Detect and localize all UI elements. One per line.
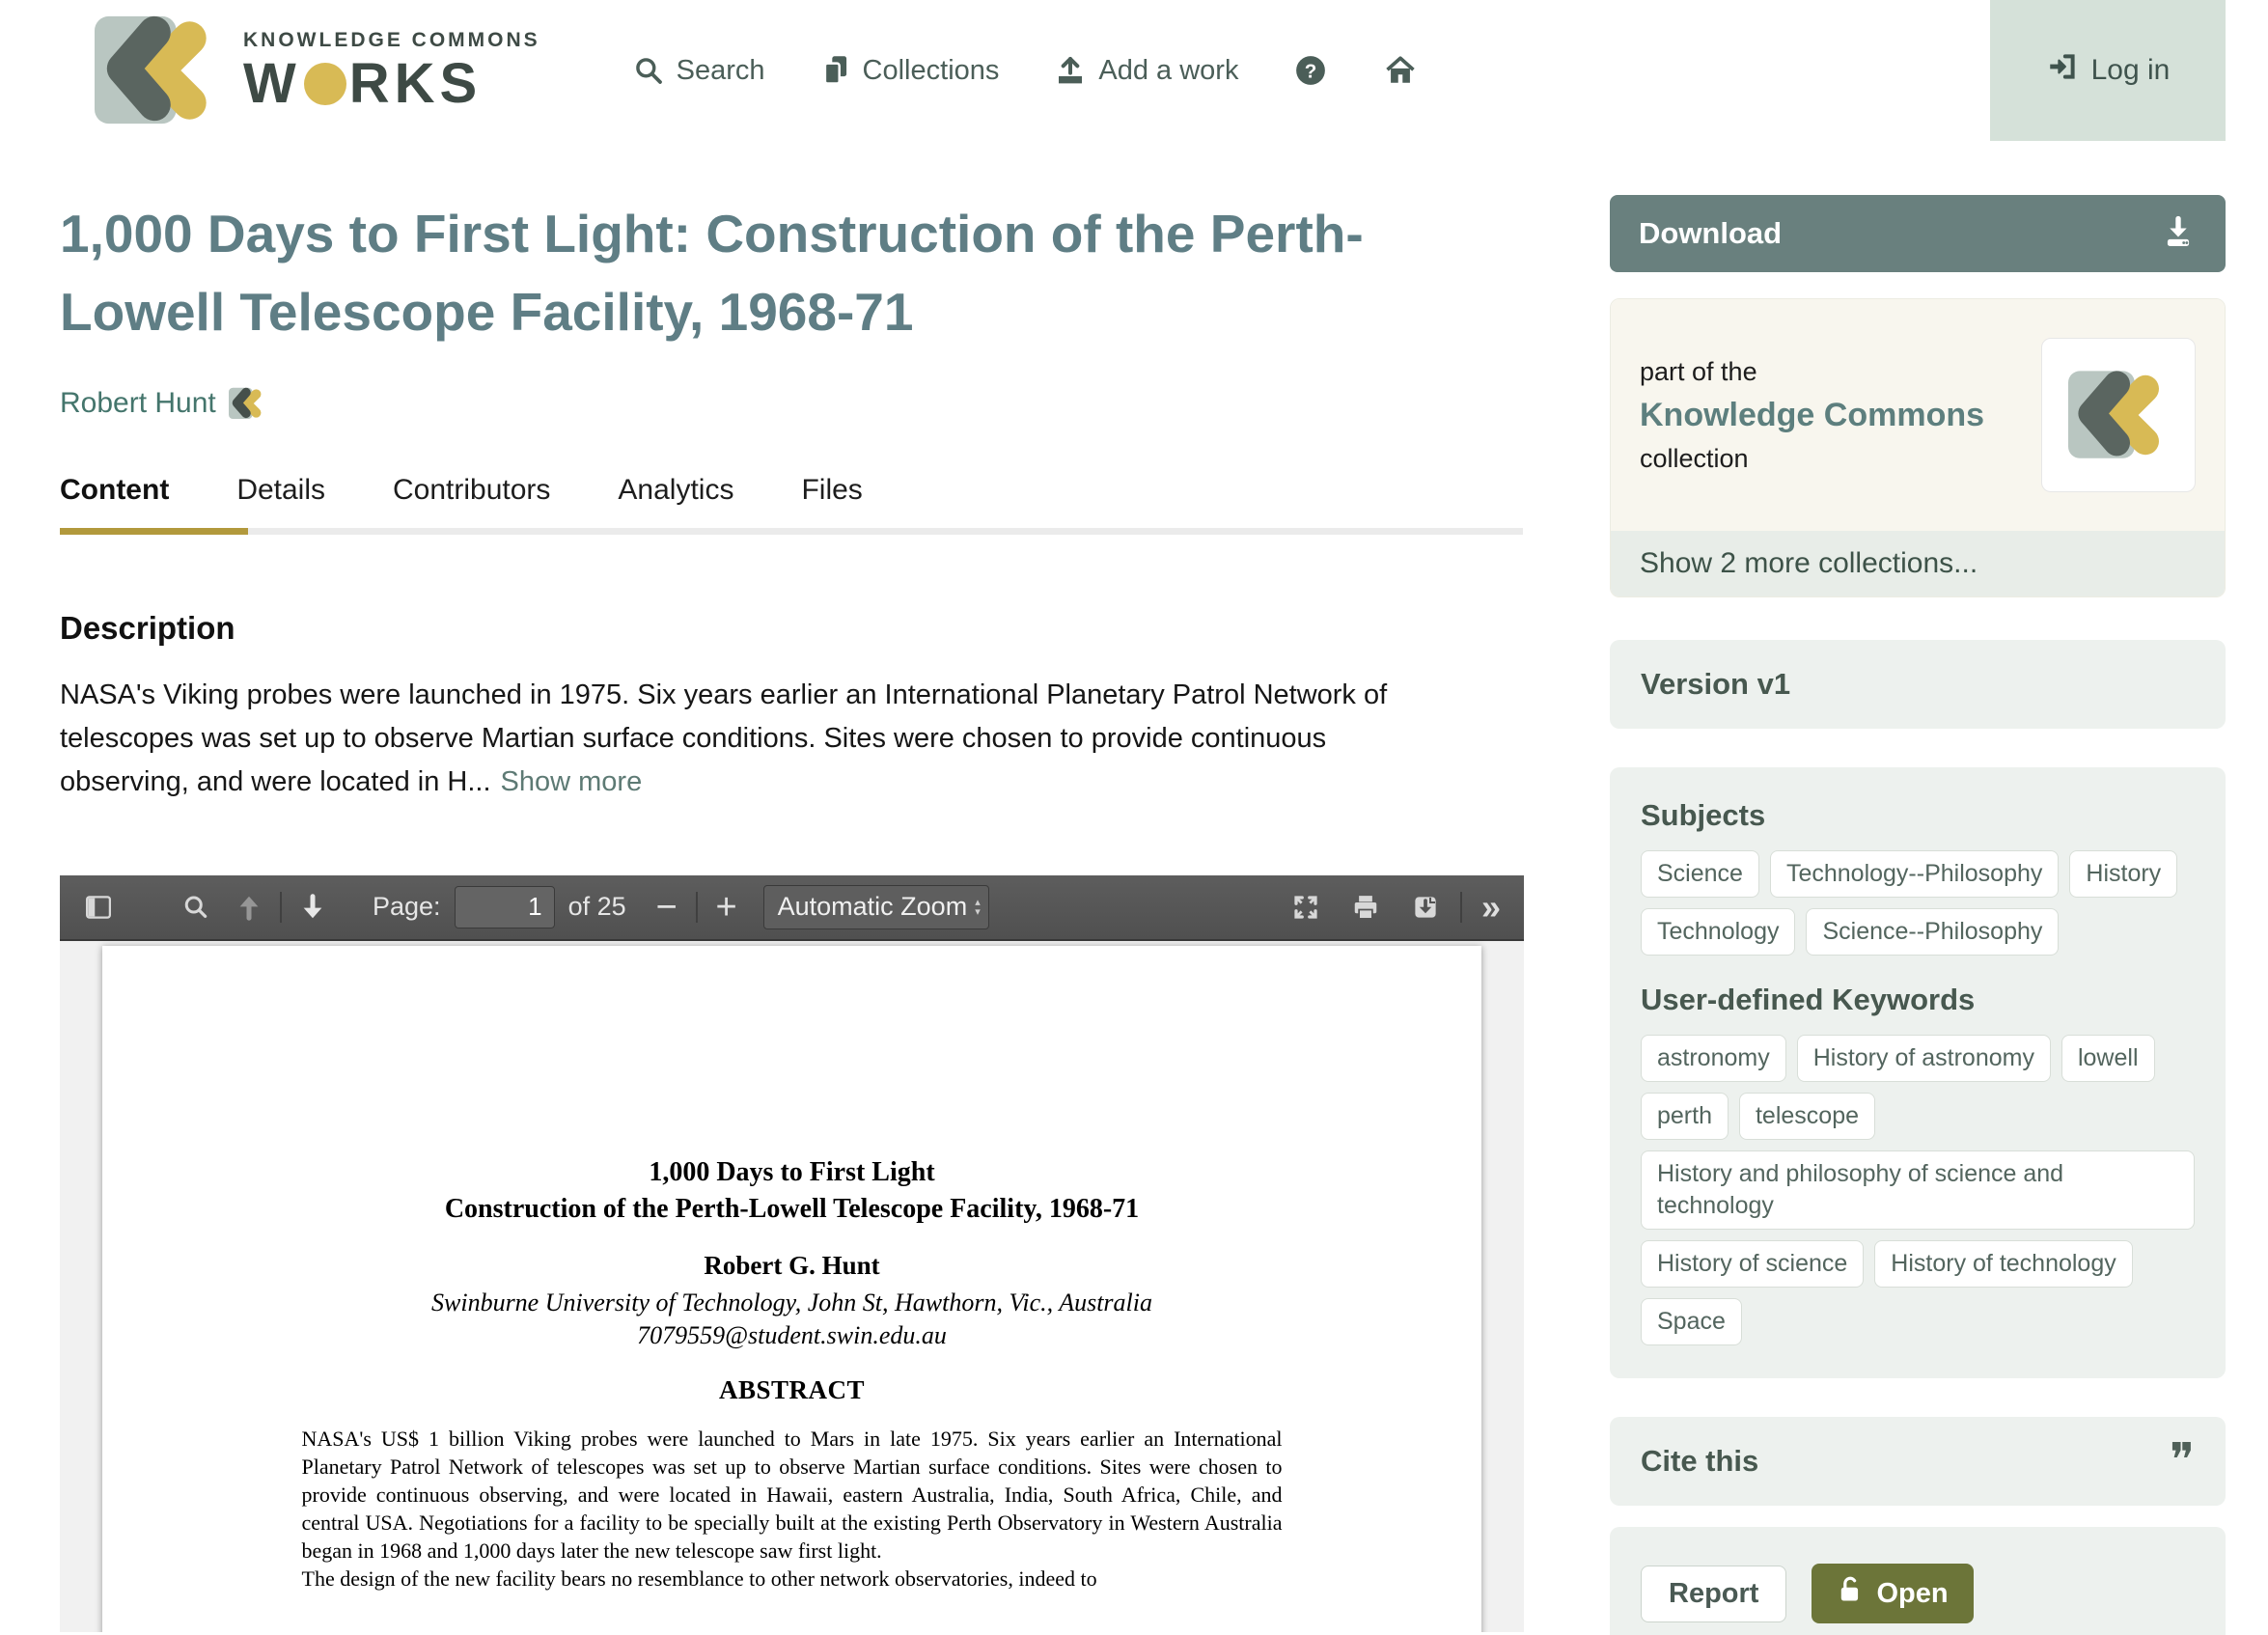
collection-card bbox=[1610, 298, 2226, 597]
nav-add-a-work-label: Add a work bbox=[1098, 54, 1239, 86]
kc-works-logo[interactable] bbox=[95, 14, 218, 127]
upload-icon bbox=[1055, 55, 1086, 86]
keyword-tag: History of technology bbox=[1874, 1240, 2132, 1288]
subject-tag: Science bbox=[1641, 850, 1759, 898]
doc-abstract-heading: ABSTRACT bbox=[718, 1374, 866, 1404]
work-column bbox=[60, 141, 1523, 1632]
page-down-icon[interactable] bbox=[291, 886, 334, 928]
collection-card-body bbox=[1611, 299, 2225, 531]
keyword-tag: History of astronomy bbox=[1797, 1035, 2051, 1082]
log-in-button[interactable] bbox=[1990, 0, 2226, 141]
collection-prefix: part of the bbox=[1640, 356, 1757, 386]
nav-help[interactable] bbox=[1294, 54, 1327, 87]
tab-analytics[interactable]: Analytics bbox=[618, 473, 734, 506]
author-link[interactable]: Robert Hunt bbox=[60, 386, 216, 419]
toolbar-right-group bbox=[1285, 886, 1507, 928]
main-nav bbox=[633, 54, 1419, 87]
doc-title-line2: Construction of the Perth-Lowell Telescope Facility, 1968-71 bbox=[444, 1193, 1140, 1224]
download-button[interactable] bbox=[1610, 195, 2226, 272]
svg-text:?: ? bbox=[1305, 60, 1317, 83]
collection-kc-logo-icon bbox=[2068, 369, 2169, 461]
brand-word bbox=[243, 52, 540, 115]
header bbox=[0, 0, 2268, 141]
brand-word-start: W bbox=[243, 52, 301, 115]
author-row bbox=[60, 387, 1523, 420]
tab-contributors[interactable]: Contributors bbox=[393, 473, 551, 506]
doc-author: Robert G. Hunt bbox=[704, 1250, 880, 1280]
doc-title-line1: 1,000 Days to First Light bbox=[649, 1156, 935, 1187]
download-button-label: Download bbox=[1639, 216, 1783, 250]
tab-content[interactable]: Content bbox=[60, 473, 170, 506]
search-icon bbox=[633, 55, 664, 86]
nav-home[interactable] bbox=[1383, 54, 1418, 87]
doc-abstract-p2: The design of the new facility bears no resemblance to other network observatories, indeed to bbox=[301, 1566, 1097, 1591]
description-heading: Description bbox=[60, 609, 235, 646]
subject-tag: Technology bbox=[1641, 908, 1795, 956]
tab-details[interactable]: Details bbox=[236, 473, 326, 506]
subjects-keywords-panel bbox=[1610, 767, 2226, 1378]
quote-icon: ❞ bbox=[2170, 1435, 2195, 1486]
page-up-icon[interactable] bbox=[228, 886, 270, 928]
collection-card-text bbox=[1640, 357, 1984, 474]
doc-abstract bbox=[302, 1425, 1283, 1593]
main-content bbox=[0, 141, 2268, 1635]
keyword-tag: History and philosophy of science and technology bbox=[1641, 1150, 2195, 1230]
pdf-page bbox=[102, 946, 1481, 1632]
keyword-tag: perth bbox=[1641, 1093, 1729, 1140]
keyword-tag: lowell bbox=[2061, 1035, 2155, 1082]
doc-affiliation: Swinburne University of Technology, John St, Hawthorn, Vic., Australia bbox=[431, 1288, 1152, 1316]
author-kc-badge-icon bbox=[229, 387, 264, 420]
open-access-label: Open bbox=[1876, 1577, 1949, 1609]
toolbar-divider bbox=[696, 892, 698, 923]
open-lock-icon bbox=[1837, 1575, 1864, 1612]
sidebar bbox=[1610, 141, 2226, 1635]
doc-title bbox=[102, 1154, 1481, 1228]
more-tools-icon[interactable]: » bbox=[1480, 886, 1501, 927]
pdf-page-area[interactable] bbox=[60, 943, 1524, 1632]
cite-this-label: Cite this bbox=[1641, 1444, 1759, 1478]
show-more-link[interactable]: Show more bbox=[500, 765, 643, 797]
subject-tag: Technology--Philosophy bbox=[1770, 850, 2059, 898]
home-icon bbox=[1383, 54, 1418, 87]
print-icon[interactable] bbox=[1344, 886, 1387, 928]
version-box: Version v1 bbox=[1610, 640, 2226, 729]
collections-icon bbox=[821, 55, 850, 86]
show-more-collections-link[interactable]: Show 2 more collections... bbox=[1611, 531, 2225, 596]
brand-text bbox=[243, 29, 540, 115]
zoom-out-icon[interactable]: − bbox=[655, 886, 678, 928]
nav-collections[interactable] bbox=[821, 55, 1000, 87]
zoom-in-icon[interactable]: + bbox=[715, 886, 737, 928]
page-total: of 25 bbox=[567, 892, 626, 922]
zoom-select-arrows-icon: ▴ ▾ bbox=[975, 896, 981, 918]
zoom-select-value: Automatic Zoom bbox=[777, 892, 968, 922]
nav-search-label: Search bbox=[676, 54, 765, 86]
description-body: NASA's Viking probes were launched in 1975. Six years earlier an International Planetary Patrol Network of telescopes was set up to observe Martian surface conditions. Sites were chosen to provide continuous observing, and were located in H... bbox=[60, 679, 1388, 797]
subject-tag: Science--Philosophy bbox=[1806, 908, 2059, 956]
subject-tag: History bbox=[2069, 850, 2177, 898]
work-tabs bbox=[60, 474, 1523, 507]
keywords-tags bbox=[1641, 1035, 2195, 1345]
keyword-tag: telescope bbox=[1739, 1093, 1875, 1140]
work-title: 1,000 Days to First Light: Construction of the Perth-Lowell Telescope Facility, 1968-71 bbox=[60, 204, 1364, 343]
nav-add-a-work[interactable] bbox=[1055, 55, 1238, 87]
toolbar-divider bbox=[280, 892, 282, 923]
brand-word-end: RKS bbox=[348, 52, 483, 115]
keyword-tag: History of science bbox=[1641, 1240, 1864, 1288]
nav-search[interactable] bbox=[633, 55, 765, 87]
brand-o-dot bbox=[304, 63, 346, 105]
sidebar-toggle-icon[interactable] bbox=[77, 886, 120, 928]
brand-kicker: KNOWLEDGE COMMONS bbox=[243, 29, 540, 51]
doc-abstract-p1: NASA's US$ 1 billion Viking probes were launched to Mars in late 1975. Six years earlier an International Planetary Patrol Network of telescopes was set up to observe Martian surface conditions. Sites were chosen to provide continuous observing, and were located in Hawaii, eastern Australia, India, South Africa, Chile, and central USA. Negotiations for a facility to be specially built at the existing Perth Observatory in Western Australia began in 1968 and 1,000 days later the new telescope saw first light. bbox=[301, 1426, 1283, 1563]
tab-files[interactable]: Files bbox=[801, 473, 863, 506]
subjects-heading: Subjects bbox=[1641, 798, 1766, 832]
doc-email: 7079559@student.swin.edu.au bbox=[637, 1320, 947, 1349]
keyword-tag: astronomy bbox=[1641, 1035, 1786, 1082]
pdf-toolbar bbox=[60, 875, 1524, 941]
nav-collections-label: Collections bbox=[862, 54, 1000, 86]
cite-this-box[interactable] bbox=[1610, 1417, 2226, 1506]
pdf-viewer bbox=[60, 875, 1524, 1632]
report-button[interactable]: Report bbox=[1641, 1566, 1786, 1622]
tab-underline bbox=[60, 528, 1523, 535]
help-icon bbox=[1294, 54, 1327, 87]
download-icon[interactable] bbox=[1404, 886, 1447, 928]
keyword-tag: Space bbox=[1641, 1298, 1742, 1345]
zoom-select[interactable] bbox=[763, 885, 989, 929]
open-access-button[interactable] bbox=[1812, 1564, 1973, 1623]
keywords-heading: User-defined Keywords bbox=[1641, 983, 1976, 1016]
subjects-tags bbox=[1641, 850, 2195, 956]
collection-name-link[interactable]: Knowledge Commons bbox=[1640, 396, 1985, 433]
description-text bbox=[60, 674, 1409, 804]
kc-logo-icon bbox=[95, 14, 218, 127]
collection-suffix: collection bbox=[1640, 443, 1749, 473]
page-number-input[interactable] bbox=[455, 886, 555, 928]
actions-row bbox=[1641, 1564, 2195, 1623]
active-tab-indicator bbox=[60, 528, 248, 535]
log-in-icon bbox=[2046, 50, 2079, 91]
page-label: Page: bbox=[373, 892, 441, 922]
toolbar-divider bbox=[1460, 892, 1462, 923]
actions-panel bbox=[1610, 1527, 2226, 1635]
download-tray-icon bbox=[2160, 213, 2197, 255]
fullscreen-icon[interactable] bbox=[1285, 886, 1327, 928]
find-icon[interactable] bbox=[174, 886, 216, 928]
log-in-label: Log in bbox=[2090, 54, 2171, 86]
collection-thumbnail[interactable] bbox=[2041, 338, 2196, 492]
